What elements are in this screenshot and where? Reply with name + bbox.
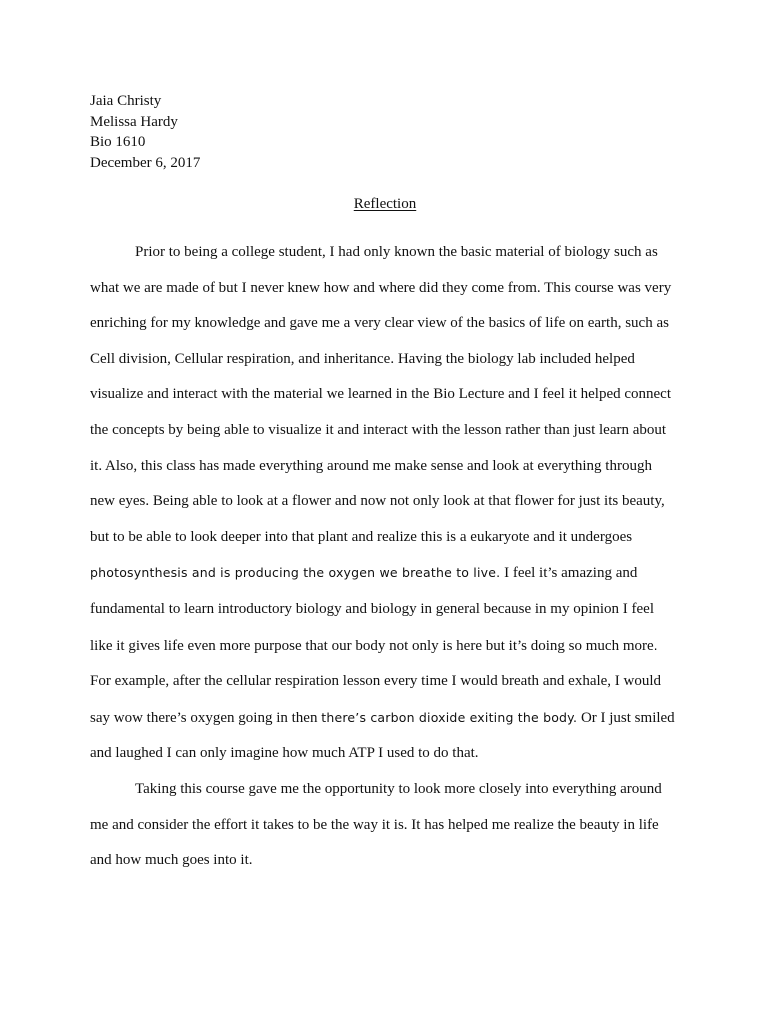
paragraph-line: and laughed I can only imagine how much ATP I used to do that. [90, 745, 479, 762]
paragraph-text: I feel it’s amazing and [500, 565, 638, 582]
paragraph-line: but to be able to look deeper into that plant and realize this is a eukaryote and it undergoes [90, 528, 633, 545]
paragraph-line: For example, after the cellular respiration lesson every time I would breath and exhale, I would [90, 673, 662, 690]
paragraph-line: the concepts by being able to visualize it and interact with the lesson rather than just learn about [90, 421, 667, 438]
document-title-container [0, 194, 768, 214]
author-name: Jaia Christy [90, 93, 162, 109]
alternate-font-text: . [653, 637, 658, 653]
paragraph-line: me and consider the effort it takes to be the way it is. It has helped me realize the beauty in life [90, 816, 659, 833]
course-name: Bio 1610 [90, 134, 146, 151]
paragraph-line [90, 555, 680, 592]
document-date: December 6, 2017 [90, 155, 201, 172]
alternate-font-text: there’s carbon dioxide exiting the body. [321, 709, 578, 725]
paragraph-line: what we are made of but I never knew how and where did they come from. This course was very [90, 279, 672, 296]
alternate-font-text: photosynthesis and is producing the oxygen we breathe to live. [90, 565, 501, 581]
document-body [90, 235, 680, 879]
paragraph-line: new eyes. Being able to look at a flower and now not only look at that flower for just its beauty, [90, 493, 665, 510]
paragraph-text: Or I just smiled [577, 709, 675, 726]
document-title: Reflection [353, 196, 417, 212]
paragraph-line: it. Also, this class has made everything around me make sense and look at everything through [90, 457, 652, 474]
paragraph-line [90, 700, 680, 737]
paragraph-line: Taking this course gave me the opportunity to look more closely into everything around [135, 780, 662, 797]
document-header [90, 91, 200, 174]
instructor-name: Melissa Hardy [90, 113, 178, 130]
paragraph-text: say wow there’s oxygen going in then [90, 709, 322, 726]
paragraph-line [90, 628, 680, 665]
paragraph-line: enriching for my knowledge and gave me a very clear view of the basics of life on earth, such as [90, 315, 669, 332]
paragraph-line: Cell division, Cellular respiration, and inheritance. Having the biology lab included helped [90, 350, 635, 367]
paragraph-text: like it gives life even more purpose that our body not only is here but it’s doing so much more [90, 637, 654, 654]
paragraph-line: fundamental to learn introductory biology and biology in general because in my opinion I feel [90, 600, 655, 617]
paragraph-line: visualize and interact with the material we learned in the Bio Lecture and I feel it helped connect [90, 386, 672, 403]
paragraph-line: Prior to being a college student, I had only known the basic material of biology such as [135, 244, 658, 260]
paragraph-line: and how much goes into it. [90, 852, 253, 869]
